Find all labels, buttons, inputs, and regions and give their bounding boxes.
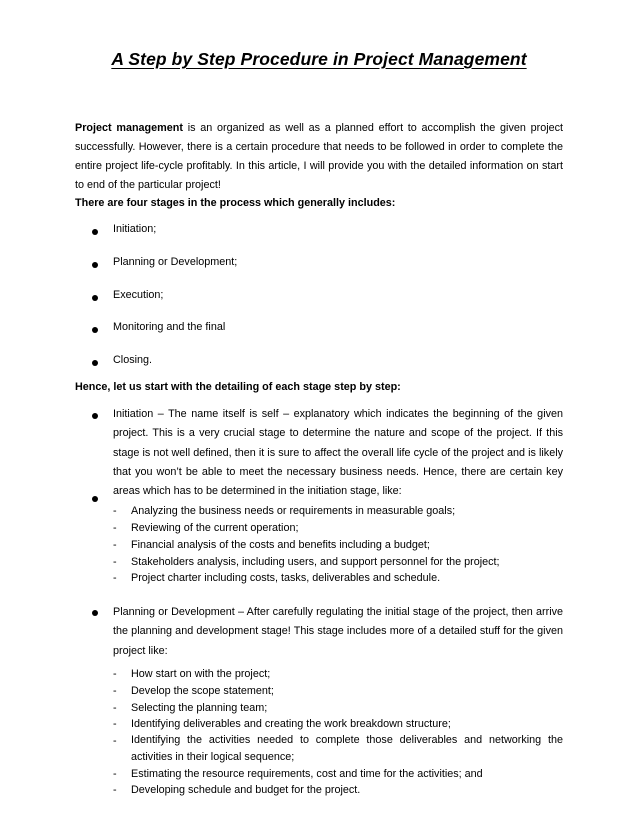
intro-paragraph (75, 119, 563, 195)
initiation-item: Stakeholders analysis, including users, and support personnel for the project; (131, 556, 500, 568)
initiation-item: Analyzing the business needs or requirements in measurable goals; (131, 505, 456, 517)
initiation-item: Financial analysis of the costs and benefits including a budget; (131, 539, 430, 551)
dash-marker: - (113, 735, 117, 747)
planning-item: Developing schedule and budget for the project. (131, 784, 361, 796)
stage-item: Closing. (113, 354, 153, 366)
dash-marker: - (113, 505, 117, 517)
bullet-icon (92, 295, 98, 301)
dash-marker: - (113, 572, 117, 584)
detail-heading: Hence, let us start with the detailing of each stage step by step: (75, 381, 401, 393)
initiation-paragraph: Initiation – The name itself is self – explanatory which indicates the beginning of the given project. This is a very crucial stage to determine the nature and scope of the project. If this stage is not well defined, then it is sure to affect the overall life cycle of the project and is likely that you won’t be able to meet the necessary business needs. Hence, there are certain key areas which has to be determined in the initiation stage, like: (113, 408, 563, 498)
planning-item: Selecting the planning team; (131, 702, 268, 714)
document-title: A Step by Step Procedure in Project Management (111, 49, 527, 69)
bullet-icon (92, 413, 98, 419)
stage-item: Initiation; (113, 223, 157, 235)
planning-item: How start on with the project; (131, 668, 271, 680)
stage-item: Planning or Development; (113, 256, 238, 268)
planning-item: Identifying deliverables and creating the work breakdown structure; (131, 718, 451, 730)
dash-marker: - (113, 702, 117, 714)
bullet-icon (92, 360, 98, 366)
dash-marker: - (113, 539, 117, 551)
dash-marker: - (113, 784, 117, 796)
bullet-icon (92, 610, 98, 616)
planning-item: Identifying the activities needed to complete those deliverables and networking the activities in their logical sequence; (131, 734, 563, 763)
dash-marker: - (113, 685, 117, 697)
planning-item: Estimating the resource requirements, cost and time for the activities; and (131, 768, 483, 780)
planning-item: Develop the scope statement; (131, 685, 274, 697)
planning-paragraph: Planning or Development – After carefully regulating the initial stage of the project, then arrive the planning and development stage! This stage includes more of a detailed stuff for the given project like: (113, 606, 563, 657)
bullet-icon (92, 229, 98, 235)
stages-heading: There are four stages in the process which generally includes: (75, 197, 396, 209)
dash-marker: - (113, 718, 117, 730)
dash-marker: - (113, 522, 117, 534)
bullet-icon (92, 496, 98, 502)
stage-item: Monitoring and the final (113, 321, 226, 333)
dash-marker: - (113, 768, 117, 780)
dash-marker: - (113, 556, 117, 568)
intro-text: is an organized as well as a planned effort to accomplish the given project successfully. However, there is a certain procedure that needs to be followed in order to complete the entire project life-cycle profitably. In this article, I will provide you with the detailed information on start to end of the particular project! (75, 122, 563, 191)
stage-item: Execution; (113, 289, 164, 301)
bullet-icon (92, 327, 98, 333)
initiation-item: Project charter including costs, tasks, deliverables and schedule. (131, 572, 441, 584)
initiation-item: Reviewing of the current operation; (131, 522, 299, 534)
intro-bold-lead: Project management (75, 122, 183, 134)
bullet-icon (92, 262, 98, 268)
dash-marker: - (113, 668, 117, 680)
